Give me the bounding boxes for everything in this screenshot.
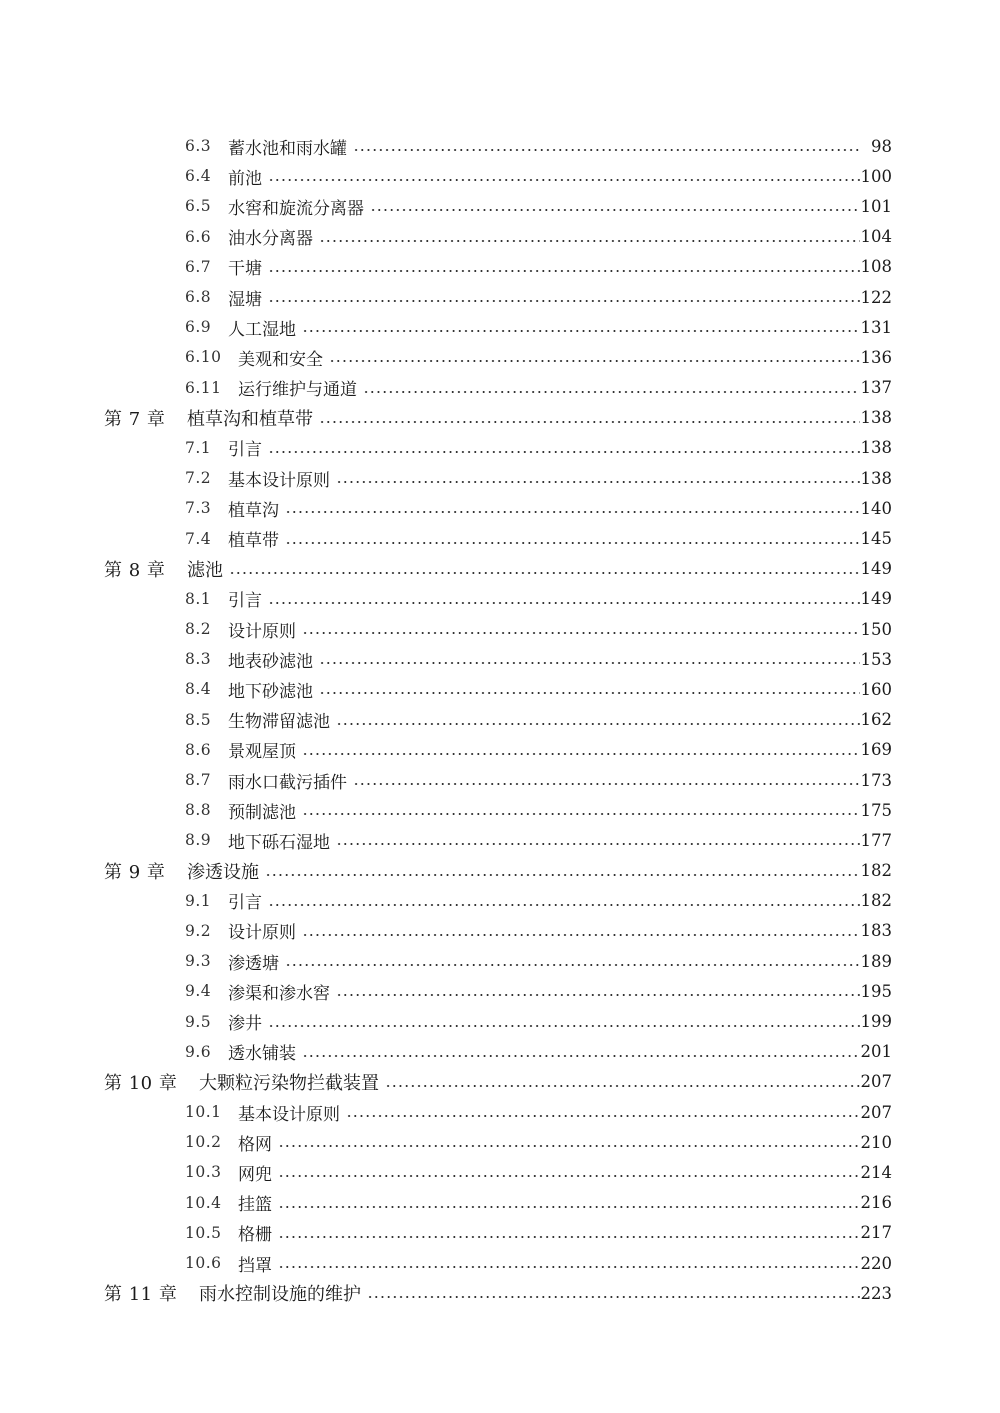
toc-entry-page: 216: [860, 1193, 892, 1213]
toc-entry-title: 滤池: [187, 556, 227, 582]
toc-entry-page: 104: [860, 227, 892, 247]
toc-entry-title: 网兜: [238, 1160, 276, 1185]
toc-entry-title: 人工湿地: [228, 315, 300, 340]
toc-dot-leader: [285, 542, 860, 544]
toc-chapter-row: [0, 1278, 1000, 1308]
toc-dot-leader: [302, 934, 860, 936]
toc-entry-title: 引言: [228, 888, 266, 913]
toc-entry-title: 雨水控制设施的维护: [199, 1280, 365, 1306]
toc-section-row: [0, 523, 1000, 553]
toc-entry-title: 干塘: [228, 254, 266, 279]
toc-section-row: [0, 584, 1000, 614]
toc-section-row: [0, 1006, 1000, 1036]
toc-entry-page: 207: [860, 1072, 892, 1092]
toc-entry-page: 182: [860, 861, 892, 881]
toc-dot-leader: [329, 360, 860, 362]
toc-section-row: [0, 493, 1000, 523]
toc-entry-page: 149: [860, 559, 892, 579]
toc-entry-title: 大颗粒污染物拦截装置: [199, 1069, 383, 1095]
toc-entry-page: 138: [860, 408, 892, 428]
toc-section-row: [0, 161, 1000, 191]
toc-entry-title: 设计原则: [228, 918, 300, 943]
toc-dot-leader: [336, 723, 860, 725]
toc-section-row: [0, 674, 1000, 704]
toc-entry-number: 8.2: [185, 620, 212, 639]
toc-entry-page: 183: [860, 921, 892, 941]
toc-entry-page: 199: [860, 1012, 892, 1032]
toc-entry-number: 6.11: [185, 378, 222, 397]
toc-section-row: [0, 886, 1000, 916]
toc-section-row: [0, 1127, 1000, 1157]
toc-chapter-row: [0, 1067, 1000, 1097]
toc-entry-number: 第 9 章: [104, 861, 166, 883]
toc-section-row: [0, 463, 1000, 493]
toc-entry-page: 149: [860, 589, 892, 609]
toc-section-row: [0, 252, 1000, 282]
toc-entry-title: 生物滞留滤池: [228, 707, 334, 732]
toc-entry-number: 10.3: [185, 1163, 222, 1182]
toc-section-row: [0, 1037, 1000, 1067]
toc-entry-page: 153: [860, 649, 892, 669]
toc-entry-title: 透水铺装: [228, 1039, 300, 1064]
toc-entry-page: 223: [860, 1283, 892, 1303]
toc-section-row: [0, 795, 1000, 825]
toc-entry-title: 运行维护与通道: [238, 375, 361, 400]
toc-section-row: [0, 373, 1000, 403]
toc-dot-leader: [370, 209, 860, 211]
toc-entry-page: 214: [860, 1162, 892, 1182]
toc-chapter-row: [0, 403, 1000, 433]
toc-section-row: [0, 312, 1000, 342]
toc-entry-title: 地下砾石湿地: [228, 828, 334, 853]
toc-dot-leader: [278, 1266, 860, 1268]
toc-entry-title: 植草带: [228, 526, 283, 551]
toc-dot-leader: [278, 1145, 860, 1147]
toc-dot-leader: [268, 270, 860, 272]
toc-section-row: [0, 1157, 1000, 1187]
toc-entry-title: 雨水口截污插件: [228, 768, 351, 793]
toc-entry-title: 挡罩: [238, 1251, 276, 1276]
toc-entry-page: 169: [860, 740, 892, 760]
toc-dot-leader: [302, 330, 860, 332]
toc-section-row: [0, 765, 1000, 795]
toc-dot-leader: [265, 874, 860, 876]
toc-entry-title: 地下砂滤池: [228, 677, 317, 702]
toc-entry-page: 195: [860, 981, 892, 1001]
toc-entry-title: 前池: [228, 164, 266, 189]
toc-entry-page: 98: [871, 136, 892, 156]
toc-entry-number: 9.5: [185, 1012, 212, 1031]
toc-section-row: [0, 825, 1000, 855]
toc-section-row: [0, 1188, 1000, 1218]
toc-entry-number: 9.6: [185, 1042, 212, 1061]
toc-dot-leader: [285, 964, 860, 966]
toc-entry-number: 9.2: [185, 921, 212, 940]
toc-dot-leader: [363, 391, 860, 393]
toc-entry-title: 油水分离器: [228, 224, 317, 249]
toc-dot-leader: [302, 813, 860, 815]
toc-entry-number: 6.8: [185, 288, 212, 307]
toc-entry-title: 美观和安全: [238, 345, 327, 370]
toc-section-row: [0, 614, 1000, 644]
toc-dot-leader: [268, 451, 860, 453]
toc-entry-number: 9.1: [185, 891, 212, 910]
toc-dot-leader: [268, 1025, 860, 1027]
toc-chapter-row: [0, 856, 1000, 886]
toc-entry-page: 162: [860, 710, 892, 730]
toc-entry-page: 137: [860, 378, 892, 398]
toc-dot-leader: [367, 1296, 860, 1298]
toc-entry-title: 湿塘: [228, 285, 266, 310]
toc-entry-page: 210: [860, 1132, 892, 1152]
toc-dot-leader: [268, 179, 860, 181]
toc-entry-title: 植草沟和植草带: [187, 405, 317, 431]
toc-dot-leader: [302, 632, 860, 634]
toc-entry-number: 6.6: [185, 227, 212, 246]
toc-dot-leader: [302, 753, 860, 755]
toc-entry-title: 渗透设施: [187, 858, 263, 884]
toc-entry-number: 8.8: [185, 801, 212, 820]
toc-dot-leader: [336, 994, 860, 996]
toc-section-row: [0, 1218, 1000, 1248]
toc-entry-page: 138: [860, 468, 892, 488]
toc-entry-page: 122: [860, 287, 892, 307]
toc-entry-title: 渗渠和渗水窖: [228, 979, 334, 1004]
toc-entry-number: 第 8 章: [104, 559, 166, 581]
toc-entry-number: 10.5: [185, 1223, 222, 1242]
toc-dot-leader: [346, 1115, 860, 1117]
toc-entry-title: 挂篮: [238, 1190, 276, 1215]
toc-section-row: [0, 342, 1000, 372]
toc-entry-number: 第 11 章: [104, 1284, 178, 1306]
toc-dot-leader: [268, 300, 860, 302]
toc-section-row: [0, 282, 1000, 312]
toc-section-row: [0, 433, 1000, 463]
toc-entry-page: 189: [860, 951, 892, 971]
toc-section-row: [0, 916, 1000, 946]
toc-dot-leader: [319, 692, 860, 694]
toc-entry-number: 7.3: [185, 499, 212, 518]
toc-entry-number: 8.9: [185, 831, 212, 850]
toc-entry-page: 217: [860, 1223, 892, 1243]
toc-entry-page: 101: [860, 196, 892, 216]
toc-entry-title: 基本设计原则: [238, 1100, 344, 1125]
toc-dot-leader: [385, 1085, 860, 1087]
toc-entry-number: 10.4: [185, 1193, 222, 1212]
toc-section-row: [0, 1248, 1000, 1278]
toc-entry-title: 预制滤池: [228, 798, 300, 823]
toc-entry-page: 207: [860, 1102, 892, 1122]
toc-entry-title: 水窖和旋流分离器: [228, 194, 368, 219]
toc-dot-leader: [319, 240, 860, 242]
toc-entry-page: 145: [860, 529, 892, 549]
toc-entry-page: 150: [860, 619, 892, 639]
toc-dot-leader: [336, 481, 860, 483]
toc-dot-leader: [278, 1236, 860, 1238]
toc-section-row: [0, 1097, 1000, 1127]
toc-entry-page: 131: [860, 317, 892, 337]
table-of-contents: [0, 131, 1000, 1308]
toc-entry-title: 蓄水池和雨水罐: [228, 134, 351, 159]
toc-entry-page: 220: [860, 1253, 892, 1273]
toc-entry-number: 6.10: [185, 348, 222, 367]
toc-dot-leader: [319, 662, 860, 664]
toc-entry-number: 7.2: [185, 469, 212, 488]
toc-entry-number: 10.1: [185, 1103, 222, 1122]
toc-entry-page: 136: [860, 347, 892, 367]
toc-dot-leader: [302, 1055, 860, 1057]
toc-entry-title: 植草沟: [228, 496, 283, 521]
toc-section-row: [0, 946, 1000, 976]
toc-entry-page: 140: [860, 498, 892, 518]
toc-entry-title: 格网: [238, 1130, 276, 1155]
toc-entry-number: 第 10 章: [104, 1072, 178, 1094]
toc-entry-number: 8.1: [185, 589, 212, 608]
toc-chapter-row: [0, 554, 1000, 584]
toc-entry-title: 设计原则: [228, 617, 300, 642]
toc-entry-page: 201: [860, 1042, 892, 1062]
toc-entry-number: 8.7: [185, 771, 212, 790]
toc-entry-number: 10.2: [185, 1133, 222, 1152]
toc-entry-page: 108: [860, 257, 892, 277]
toc-entry-number: 6.5: [185, 197, 212, 216]
toc-dot-leader: [229, 572, 860, 574]
toc-section-row: [0, 735, 1000, 765]
toc-dot-leader: [319, 421, 860, 423]
toc-section-row: [0, 191, 1000, 221]
toc-entry-title: 引言: [228, 586, 266, 611]
toc-entry-number: 9.4: [185, 982, 212, 1001]
toc-dot-leader: [353, 783, 860, 785]
toc-entry-number: 第 7 章: [104, 408, 166, 430]
toc-entry-page: 138: [860, 438, 892, 458]
toc-entry-number: 7.4: [185, 529, 212, 548]
toc-entry-title: 格栅: [238, 1220, 276, 1245]
toc-entry-title: 地表砂滤池: [228, 647, 317, 672]
toc-entry-number: 6.9: [185, 318, 212, 337]
toc-dot-leader: [353, 149, 860, 151]
toc-section-row: [0, 222, 1000, 252]
toc-section-row: [0, 131, 1000, 161]
toc-entry-number: 7.1: [185, 438, 212, 457]
toc-entry-number: 6.4: [185, 167, 212, 186]
toc-dot-leader: [285, 511, 860, 513]
toc-entry-page: 177: [860, 830, 892, 850]
toc-entry-title: 渗井: [228, 1009, 266, 1034]
toc-entry-title: 引言: [228, 435, 266, 460]
toc-entry-number: 8.5: [185, 710, 212, 729]
toc-section-row: [0, 705, 1000, 735]
toc-dot-leader: [278, 1206, 860, 1208]
toc-dot-leader: [278, 1175, 860, 1177]
toc-entry-title: 基本设计原则: [228, 466, 334, 491]
toc-entry-title: 景观屋顶: [228, 737, 300, 762]
toc-dot-leader: [336, 843, 860, 845]
toc-entry-number: 10.6: [185, 1254, 222, 1273]
toc-entry-number: 8.4: [185, 680, 212, 699]
toc-entry-page: 160: [860, 679, 892, 699]
toc-section-row: [0, 644, 1000, 674]
toc-entry-title: 渗透塘: [228, 949, 283, 974]
toc-section-row: [0, 976, 1000, 1006]
toc-entry-number: 8.3: [185, 650, 212, 669]
toc-entry-number: 9.3: [185, 952, 212, 971]
toc-entry-page: 175: [860, 800, 892, 820]
toc-entry-page: 173: [860, 770, 892, 790]
toc-entry-number: 8.6: [185, 740, 212, 759]
toc-entry-number: 6.7: [185, 257, 212, 276]
toc-dot-leader: [268, 904, 860, 906]
toc-entry-number: 6.3: [185, 137, 212, 156]
toc-dot-leader: [268, 602, 860, 604]
toc-entry-page: 182: [860, 891, 892, 911]
toc-entry-page: 100: [860, 166, 892, 186]
